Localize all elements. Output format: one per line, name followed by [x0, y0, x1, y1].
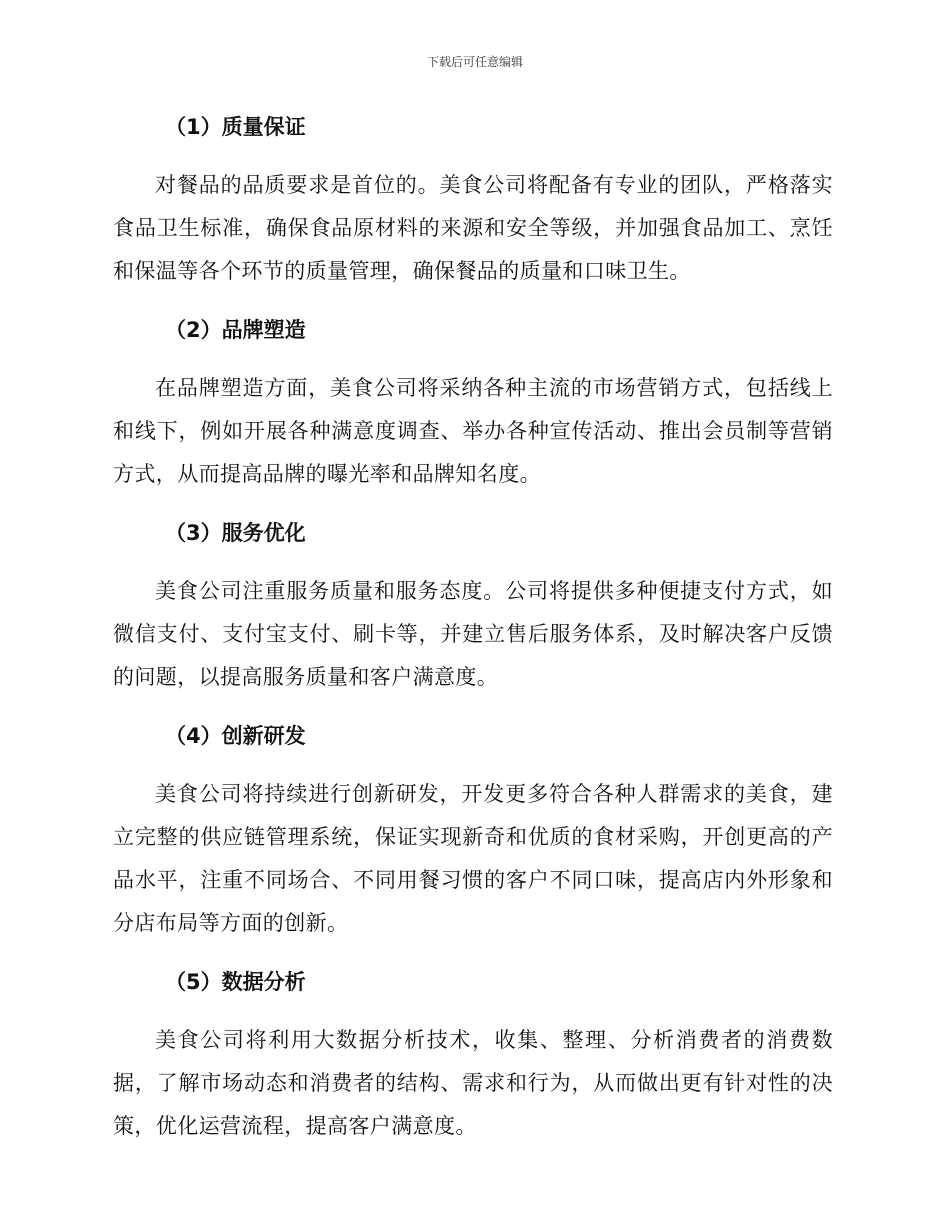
- section-paragraph-quality: 对餐品的品质要求是首位的。美食公司将配备有专业的团队，严格落实食品卫生标准，确保食品原材料的来源和安全等级，并加强食品加工、烹饪和保温等各个环节的质量管理，确保餐品的质量和口味卫生。: [113, 173, 833, 283]
- section-heading-quality: （1）质量保证: [165, 115, 306, 139]
- section-heading-service: （3）服务优化: [165, 521, 306, 545]
- section-paragraph-brand: 在品牌塑造方面，美食公司将采纳各种主流的市场营销方式，包括线上和线下，例如开展各种满意度调查、举办各种宣传活动、推出会员制等营销方式，从而提高品牌的曝光率和品牌知名度。: [113, 376, 833, 486]
- document-body: [113, 108, 833, 1166]
- page-header: 下载后可任意编辑: [426, 55, 523, 69]
- section-paragraph-service: 美食公司注重服务质量和服务态度。公司将提供多种便捷支付方式，如微信支付、支付宝支付、刷卡等，并建立售后服务体系，及时解决客户反馈的问题，以提高服务质量和客户满意度。: [113, 579, 833, 689]
- section-heading-innovation: （4）创新研发: [165, 724, 306, 748]
- section-heading-brand: （2）品牌塑造: [165, 318, 306, 342]
- section-paragraph-innovation: 美食公司将持续进行创新研发，开发更多符合各种人群需求的美食，建立完整的供应链管理系统，保证实现新奇和优质的食材采购，开创更高的产品水平，注重不同场合、不同用餐习惯的客户不同口味，提高店内外形象和分店布局等方面的创新。: [113, 782, 833, 935]
- section-paragraph-data-analysis: 美食公司将利用大数据分析技术，收集、整理、分析消费者的消费数据，了解市场动态和消费者的结构、需求和行为，从而做出更有针对性的决策，优化运营流程，提高客户满意度。: [113, 1028, 833, 1138]
- section-heading-data-analysis: （5）数据分析: [165, 970, 306, 994]
